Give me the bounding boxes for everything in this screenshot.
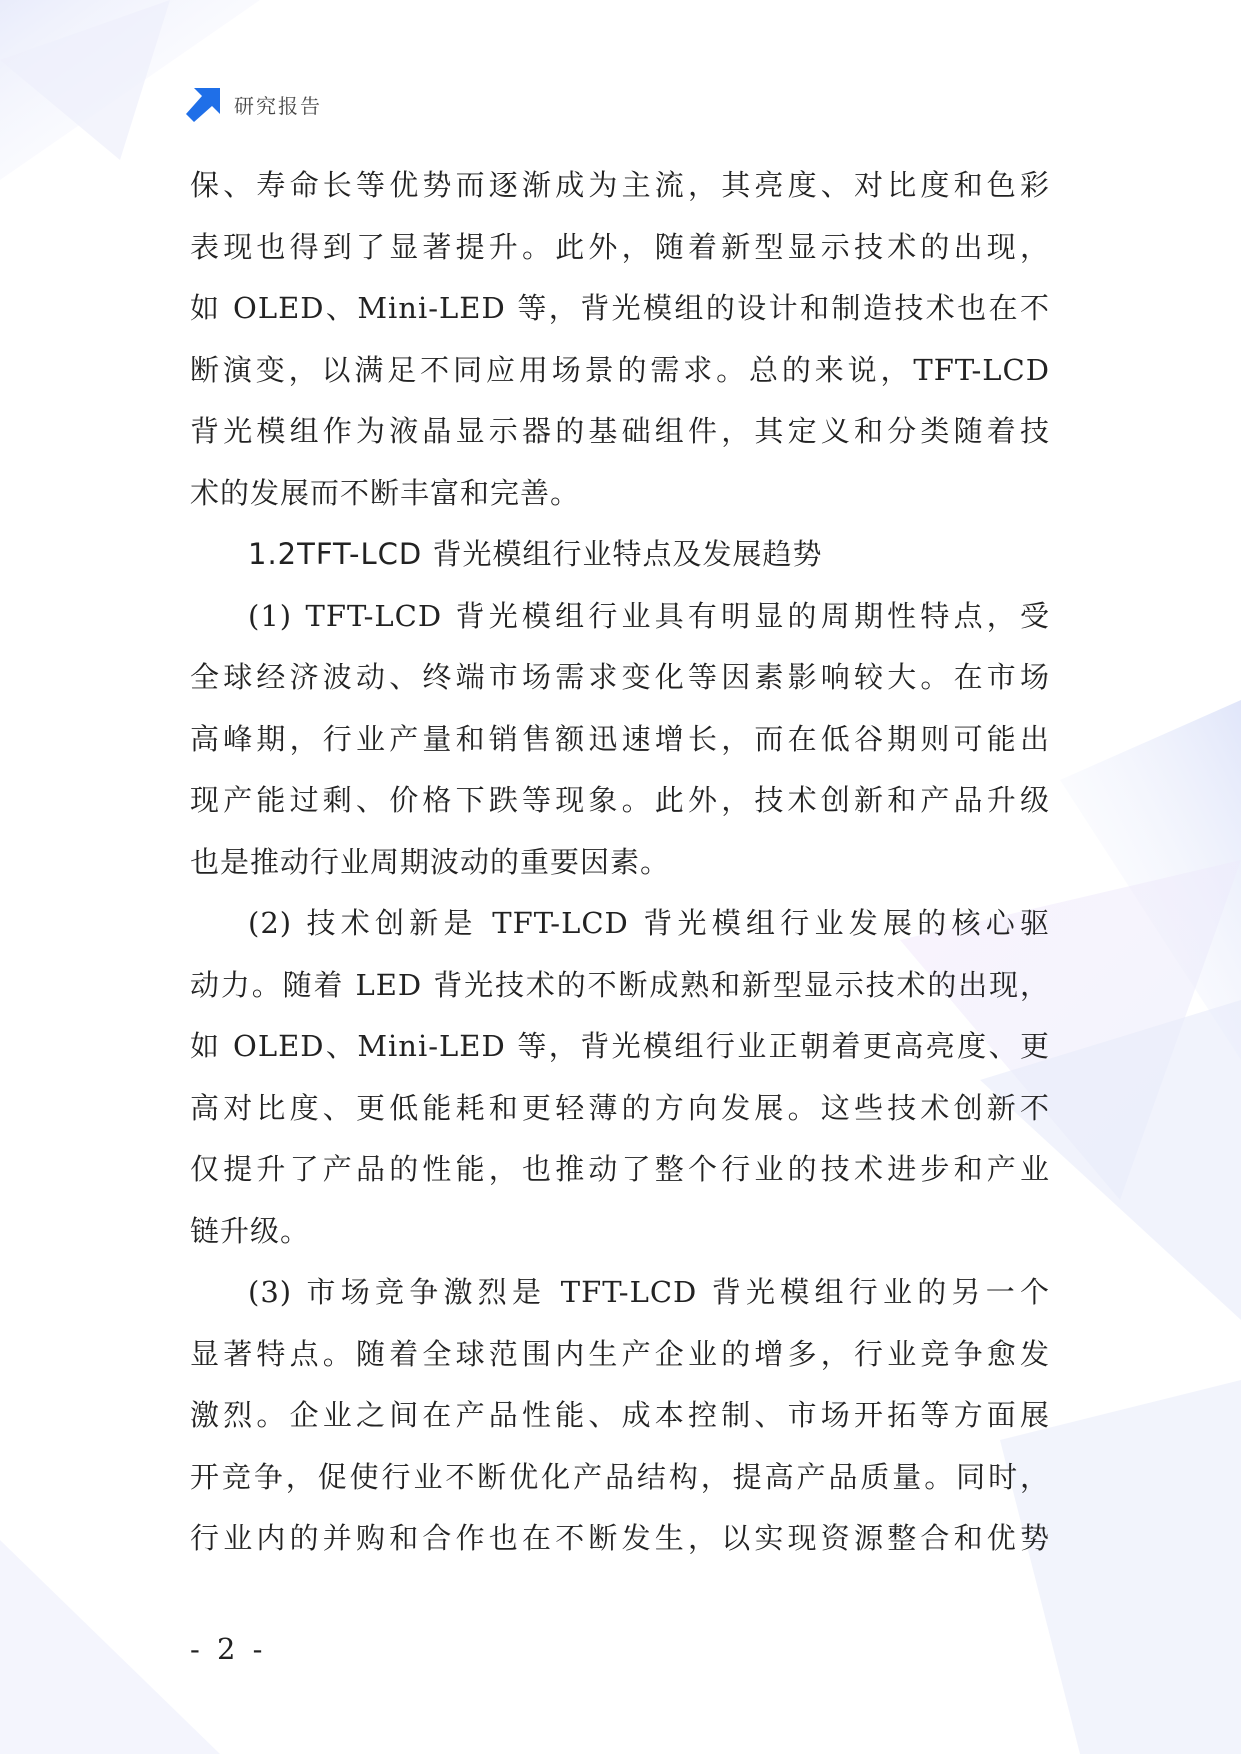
text-line: 如 OLED、Mini-LED 等，背光模组行业正朝着更高亮度、更 (190, 1029, 1050, 1063)
text-line: 开竞争，促使行业不断优化产品结构，提高产品质量。同时， (190, 1459, 1050, 1494)
text-line: 表现也得到了显著提升。此外，随着新型显示技术的出现， (190, 229, 1050, 264)
section-heading: 1.2TFT-LCD 背光模组行业特点及发展趋势 (248, 537, 823, 571)
text-line: 保、寿命长等优势而逐渐成为主流，其亮度、对比度和色彩 (190, 168, 1050, 202)
text-line: (1) TFT-LCD 背光模组行业具有明显的周期性特点，受 (248, 598, 1050, 633)
text-line: 也是推动行业周期波动的重要因素。 (190, 844, 671, 879)
text-line: 仅提升了产品的性能，也推动了整个行业的技术进步和产业 (190, 1152, 1050, 1186)
text-line: (3) 市场竞争激烈是 TFT-LCD 背光模组行业的另一个 (248, 1275, 1050, 1309)
text-line: 显著特点。随着全球范围内生产企业的增多，行业竞争愈发 (190, 1336, 1050, 1371)
header-title: 研究报告 (234, 93, 322, 118)
page-number: - 2 - (190, 1632, 267, 1666)
text-line: 动力。随着 LED 背光技术的不断成熟和新型显示技术的出现， (190, 967, 1050, 1002)
text-line: 激烈。企业之间在产品性能、成本控制、市场开拓等方面展 (190, 1398, 1050, 1432)
text-line: 背光模组作为液晶显示器的基础组件，其定义和分类随着技 (190, 414, 1050, 448)
text-line: 术的发展而不断丰富和完善。 (190, 475, 581, 510)
text-line: 行业内的并购和合作也在不断发生，以实现资源整合和优势 (190, 1521, 1050, 1555)
text-line: (2) 技术创新是 TFT-LCD 背光模组行业发展的核心驱 (248, 906, 1050, 940)
text-line: 高峰期，行业产量和销售额迅速增长，而在低谷期则可能出 (190, 721, 1050, 756)
text-line: 全球经济波动、终端市场需求变化等因素影响较大。在市场 (190, 660, 1050, 694)
text-line: 如 OLED、Mini-LED 等，背光模组的设计和制造技术也在不 (190, 291, 1050, 325)
text-line: 链升级。 (190, 1213, 311, 1248)
text-line: 断演变，以满足不同应用场景的需求。总的来说，TFT-LCD (190, 352, 1050, 387)
text-line: 高对比度、更低能耗和更轻薄的方向发展。这些技术创新不 (190, 1090, 1050, 1125)
text-line: 现产能过剩、价格下跌等现象。此外，技术创新和产品升级 (190, 783, 1050, 817)
